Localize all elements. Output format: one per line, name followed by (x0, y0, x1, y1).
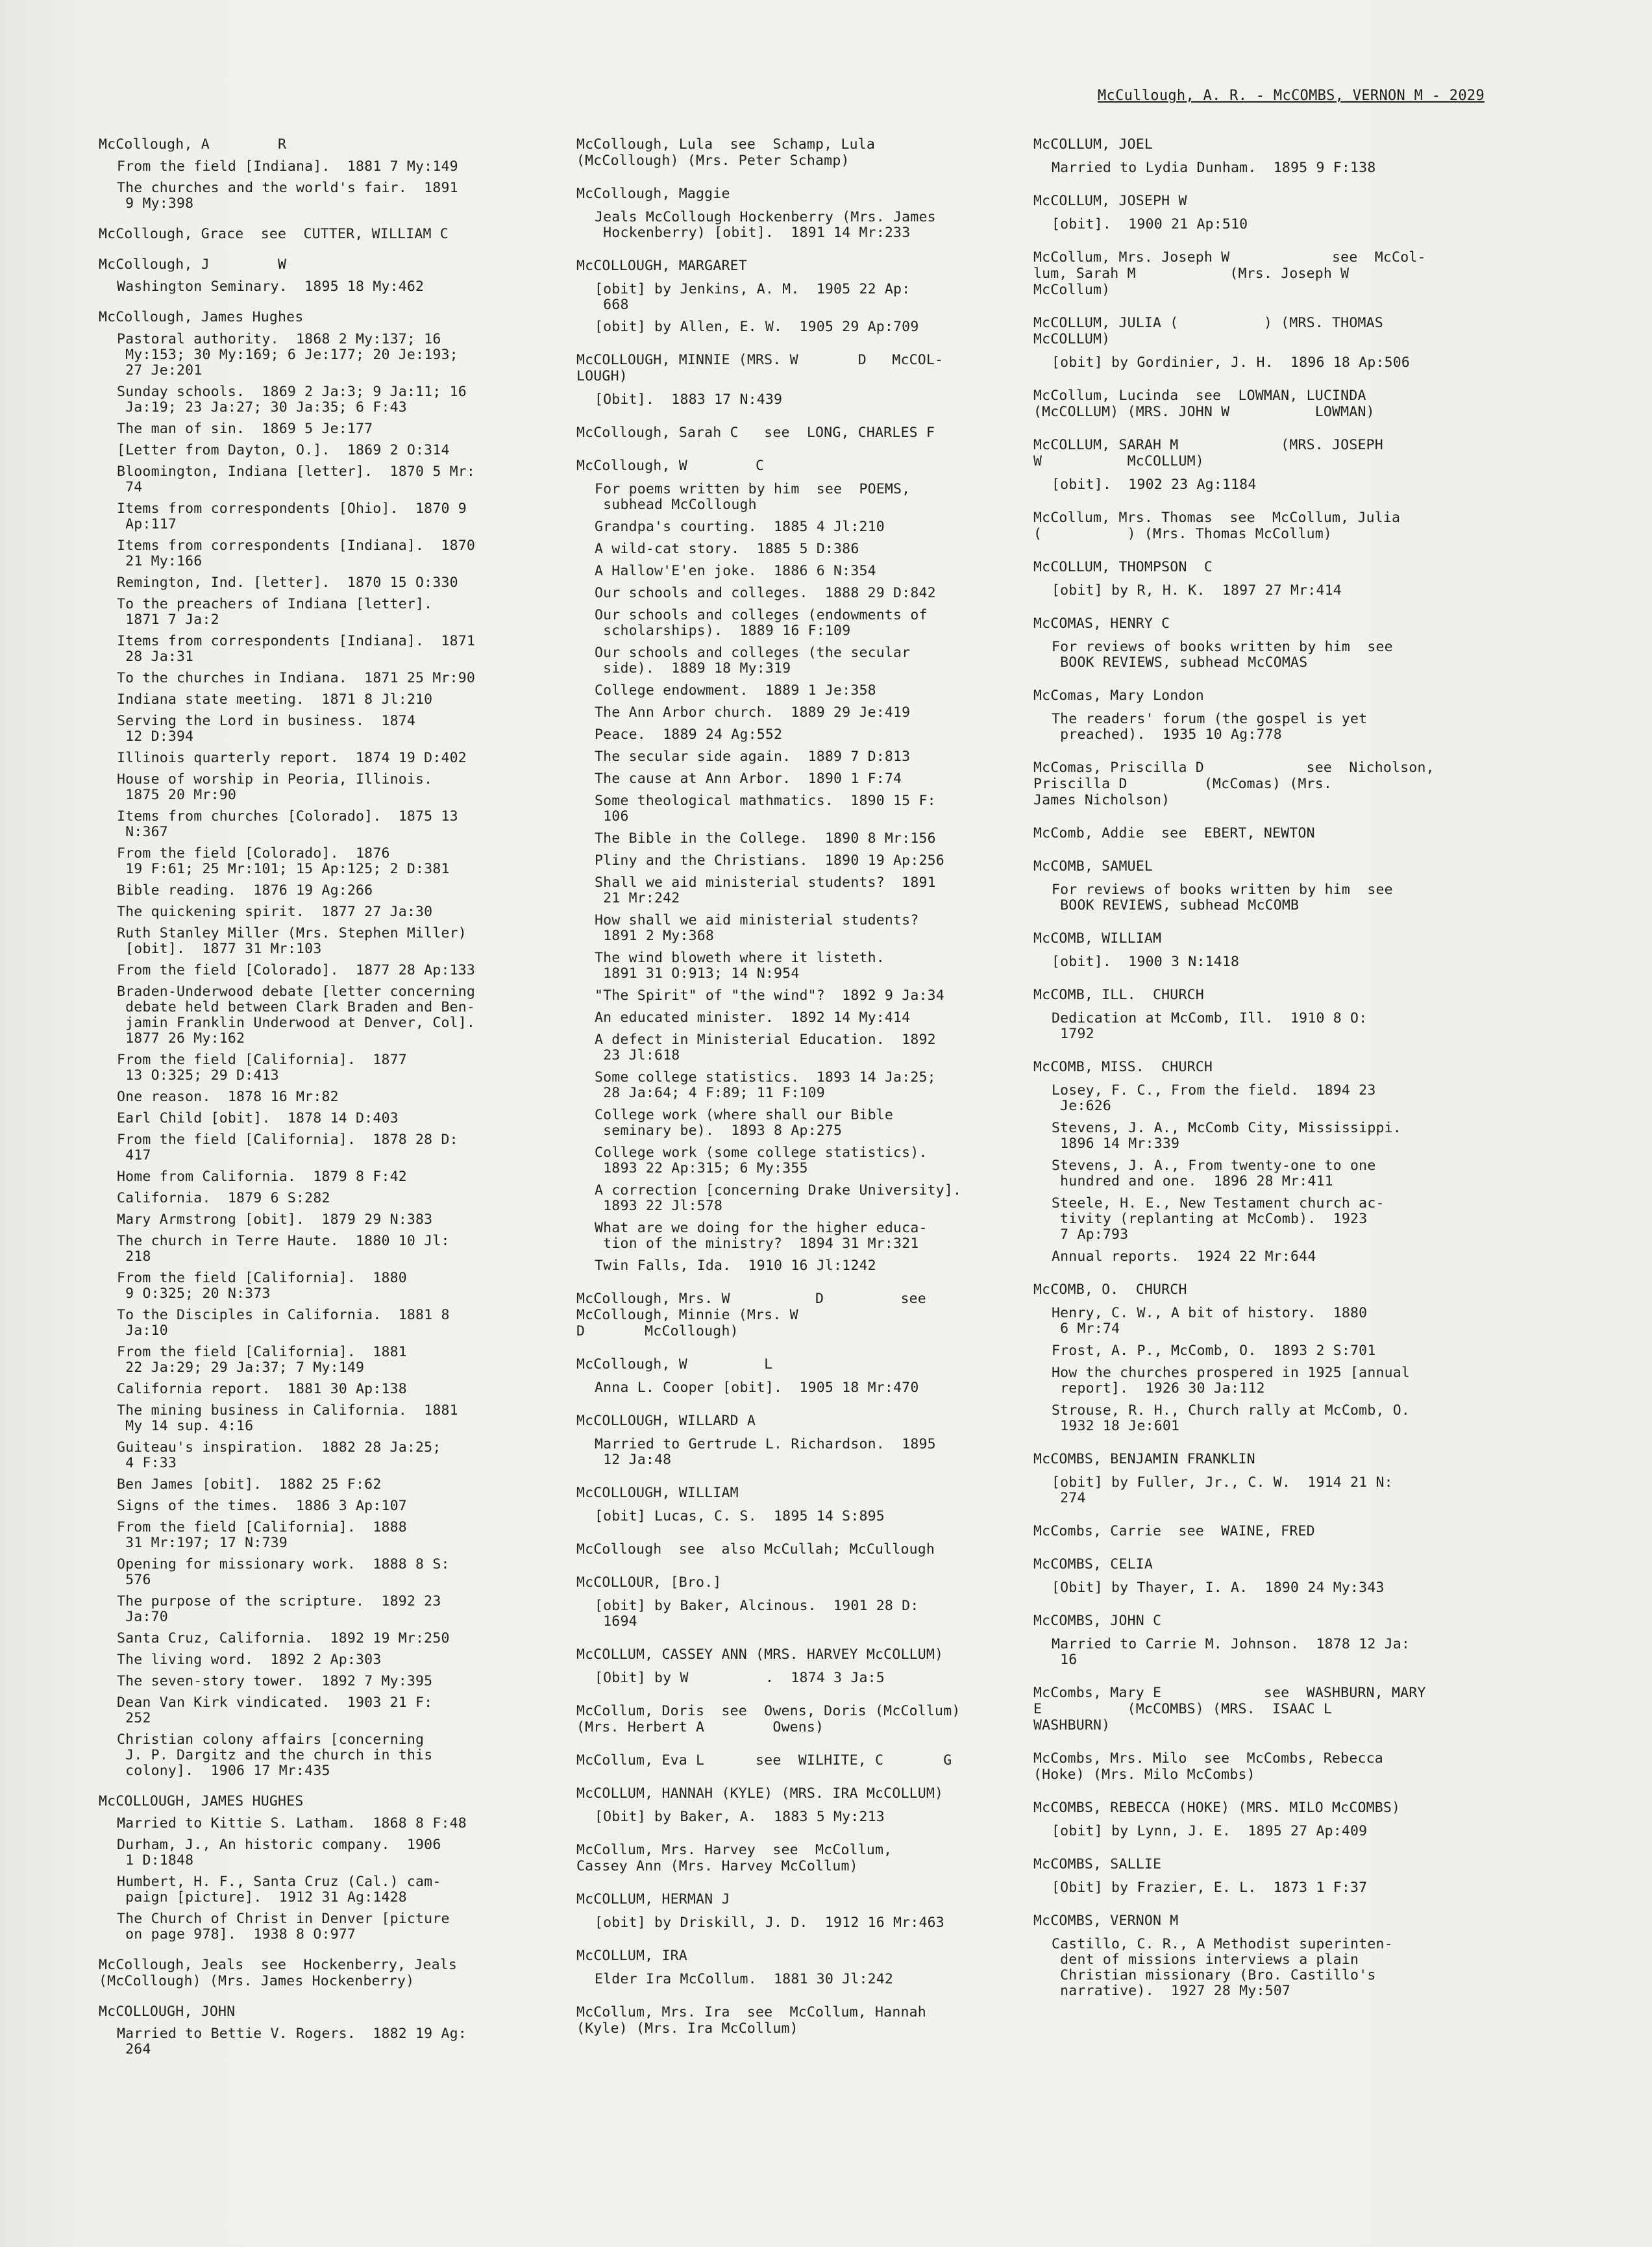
index-entry (576, 186, 1032, 241)
index-entry (576, 2004, 1032, 2037)
entry-heading: McCollough, Maggie (576, 186, 730, 202)
entry-citation: Santa Cruz, California. 1892 19 Mr:250 (117, 1630, 450, 1646)
entry-heading: McCOMBS, VERNON M (1033, 1913, 1179, 1929)
entry-citation: Annual reports. 1924 22 Mr:644 (1052, 1248, 1316, 1265)
entry-citation: Our schools and colleges (endowments of scholarships). 1889 16 F:109 (595, 607, 928, 639)
entry-heading: McCOMB, WILLIAM (1033, 930, 1162, 947)
index-entry (1033, 1059, 1488, 1265)
entry-citation: From the field [California]. 1877 13 O:325; 29 D:413 (117, 1052, 407, 1084)
entry-citation: [obit] by Allen, E. W. 1905 29 Ap:709 (595, 319, 919, 335)
entry-citation: [obit]. 1900 21 Ap:510 (1052, 216, 1248, 232)
index-entry (99, 2004, 553, 2057)
entry-heading: McCollum, Doris see Owens, Doris (McCollum) (Mrs. Herbert A Owens) (576, 1703, 961, 1735)
entry-citation: [Obit] by Thayer, I. A. 1890 24 My:343 (1052, 1580, 1385, 1596)
index-entry (1033, 388, 1488, 420)
entry-citation: Twin Falls, Ida. 1910 16 Jl:1242 (595, 1258, 876, 1274)
entry-citation: Illinois quarterly report. 1874 19 D:402 (117, 750, 467, 766)
entry-citation: [obit] by Gordinier, J. H. 1896 18 Ap:506 (1052, 354, 1411, 371)
entry-heading: McCOLLUM, JOEL (1033, 136, 1153, 153)
entry-heading: McComas, Priscilla D see Nicholson, Priscilla D (McComas) (Mrs. James Nicholson) (1033, 760, 1435, 808)
entry-heading: McCollough, Jeals see Hockenberry, Jeals (McCollough) (Mrs. James Hockenberry) (99, 1957, 458, 1989)
entry-citation: From the field [Colorado]. 1877 28 Ap:133 (117, 962, 476, 978)
entry-citation: Guiteau's inspiration. 1882 28 Ja:25; 4 F:33 (117, 1439, 441, 1471)
index-entry (576, 1646, 1032, 1686)
entry-heading: McCollough, W C (576, 458, 765, 474)
entry-citation: Married to Carrie M. Johnson. 1878 12 Ja: 16 (1052, 1636, 1411, 1668)
entry-heading: McCOMBS, SALLIE (1033, 1856, 1162, 1872)
entry-citation: To the churches in Indiana. 1871 25 Mr:90 (117, 670, 476, 686)
entry-citation: [obit] by Lynn, J. E. 1895 27 Ap:409 (1052, 1823, 1368, 1839)
entry-citation: Signs of the times. 1886 3 Ap:107 (117, 1498, 407, 1514)
entry-citation: The readers' forum (the gospel is yet preached). 1935 10 Ag:778 (1052, 711, 1368, 743)
entry-heading: McCOMBS, JOHN C (1033, 1613, 1162, 1629)
entry-heading: McCollum, Mrs. Ira see McCollum, Hannah (Kyle) (Mrs. Ira McCollum) (576, 2004, 926, 2037)
entry-citation: College work (some college statistics). 1893 22 Ap:315; 6 My:355 (595, 1145, 928, 1176)
index-entry (576, 1541, 1032, 1558)
entry-citation: To the Disciples in California. 1881 8 Ja:10 (117, 1307, 450, 1339)
index-entry (576, 1574, 1032, 1630)
entry-citation: Ben James [obit]. 1882 25 F:62 (117, 1476, 382, 1493)
entry-citation: Married to Bettie V. Rogers. 1882 19 Ag: 264 (117, 2026, 467, 2057)
entry-heading: McCOLLUM, IRA (576, 1948, 687, 1964)
index-entry (1033, 930, 1488, 970)
entry-citation: Mary Armstrong [obit]. 1879 29 N:383 (117, 1211, 433, 1228)
entry-heading: McCOMBS, REBECCA (HOKE) (MRS. MILO McCOMBS) (1033, 1800, 1401, 1816)
entry-heading: McCOMB, MISS. CHURCH (1033, 1059, 1213, 1075)
entry-heading: McCOLLOUGH, JOHN (99, 2004, 236, 2020)
entry-citation: Ruth Stanley Miller (Mrs. Stephen Miller) [obit]. 1877 31 Mr:103 (117, 925, 467, 957)
entry-citation: [obit]. 1900 3 N:1418 (1052, 954, 1240, 970)
entry-citation: [Obit] by Frazier, E. L. 1873 1 F:37 (1052, 1880, 1368, 1896)
entry-citation: Married to Gertrude L. Richardson. 1895 12 Ja:48 (595, 1436, 936, 1468)
index-entry (576, 1948, 1032, 1987)
entry-citation: Durham, J., An historic company. 1906 1 D:1848 (117, 1837, 441, 1868)
entry-citation: College work (where shall our Bible seminary be). 1893 8 Ap:275 (595, 1107, 894, 1139)
entry-heading: McCollum, Eva L see WILHITE, C G (576, 1752, 952, 1769)
entry-citation: Elder Ira McCollum. 1881 30 Jl:242 (595, 1971, 894, 1987)
index-entry (1033, 193, 1488, 232)
entry-citation: The cause at Ann Arbor. 1890 1 F:74 (595, 771, 902, 787)
entry-heading: McCOLLOUGH, WILLARD A (576, 1413, 756, 1429)
entry-citation: Braden-Underwood debate [letter concerning debate held between Clark Braden and Ben- jamin Franklin Underwood at Denver, Col]. 1877 26 My:162 (117, 984, 476, 1047)
entry-citation: Indiana state meeting. 1871 8 Jl:210 (117, 691, 433, 708)
entry-citation: Castillo, C. R., A Methodist superinten- dent of missions interviews a plain Christian missionary (Bro. Castillo's narrative). 1927 28 My:507 (1052, 1936, 1393, 1999)
entry-citation: House of worship in Peoria, Illinois. 1875 20 Mr:90 (117, 771, 433, 803)
entry-heading: McCollum, Lucinda see LOWMAN, LUCINDA (McCOLLUM) (MRS. JOHN W LOWMAN) (1033, 388, 1375, 420)
entry-citation: Married to Lydia Dunham. 1895 9 F:138 (1052, 160, 1376, 176)
entry-citation: Some theological mathmatics. 1890 15 F: 106 (595, 793, 936, 825)
entry-citation: Shall we aid ministerial students? 1891 21 Mr:242 (595, 875, 936, 906)
entry-heading: McCOMB, ILL. CHURCH (1033, 987, 1204, 1003)
entry-heading: McCombs, Carrie see WAINE, FRED (1033, 1523, 1315, 1539)
entry-heading: McCOLLUM, HANNAH (KYLE) (MRS. IRA McCOLLUM) (576, 1785, 944, 1802)
entry-heading: McCOLLOUGH, MINNIE (MRS. W D McCOL- LOUGH) (576, 352, 944, 384)
entry-citation: Anna L. Cooper [obit]. 1905 18 Mr:470 (595, 1380, 919, 1396)
entry-citation: The quickening spirit. 1877 27 Ja:30 (117, 904, 433, 920)
index-entry (1033, 858, 1488, 913)
index-entry (99, 1793, 553, 1943)
index-entry (576, 1703, 1032, 1735)
entry-heading: McCOLLOUGH, MARGARET (576, 258, 747, 274)
entry-citation: California. 1879 6 S:282 (117, 1190, 330, 1206)
entry-citation: From the field [Indiana]. 1881 7 My:149 (117, 158, 458, 175)
index-entry (576, 425, 1032, 441)
entry-citation: Bible reading. 1876 19 Ag:266 (117, 882, 373, 899)
entry-heading: McCombs, Mary E see WASHBURN, MARY E (McCOMBS) (MRS. ISAAC L WASHBURN) (1033, 1685, 1426, 1733)
entry-citation: The living word. 1892 2 Ap:303 (117, 1652, 382, 1668)
entry-citation: Humbert, H. F., Santa Cruz (Cal.) cam- paign [picture]. 1912 31 Ag:1428 (117, 1874, 441, 1906)
index-entry (576, 136, 1032, 169)
entry-citation: [Obit] by W . 1874 3 Ja:5 (595, 1670, 885, 1686)
entry-citation: The wind bloweth where it listeth. 1891 31 O:913; 14 N:954 (595, 950, 885, 982)
entry-citation: Our schools and colleges (the secular side). 1889 18 My:319 (595, 645, 911, 677)
entry-citation: [obit] by R, H. K. 1897 27 Mr:414 (1052, 582, 1342, 599)
entry-citation: [obit]. 1902 23 Ag:1184 (1052, 477, 1257, 493)
entry-heading: McCOMB, O. CHURCH (1033, 1282, 1187, 1298)
entry-citation: How the churches prospered in 1925 [annual report]. 1926 30 Ja:112 (1052, 1365, 1411, 1397)
entry-citation: [obit] Lucas, C. S. 1895 14 S:895 (595, 1508, 885, 1524)
entry-citation: Bloomington, Indiana [letter]. 1870 5 Mr: 74 (117, 464, 476, 495)
entry-citation: Sunday schools. 1869 2 Ja:3; 9 Ja:11; 16 Ja:19; 23 Ja:27; 30 Ja:35; 6 F:43 (117, 384, 467, 416)
index-entry (576, 1413, 1032, 1468)
index-entry (1033, 615, 1488, 671)
entry-heading: McCollough see also McCullah; McCullough (576, 1541, 935, 1558)
index-entry (99, 226, 553, 242)
entry-heading: McCOMBS, CELIA (1033, 1556, 1153, 1572)
index-entry (1033, 1800, 1488, 1839)
entry-citation: A defect in Ministerial Education. 1892 23 Jl:618 (595, 1032, 936, 1063)
entry-citation: [Obit]. 1883 17 N:439 (595, 391, 783, 408)
entry-heading: McCOLLOUR, [Bro.] (576, 1574, 722, 1591)
entry-heading: McCOLLOUGH, WILLIAM (576, 1485, 739, 1501)
entry-heading: McCOMB, SAMUEL (1033, 858, 1153, 875)
index-entry (99, 1957, 553, 1989)
entry-citation: Home from California. 1879 8 F:42 (117, 1169, 407, 1185)
entry-citation: Grandpa's courting. 1885 4 Jl:210 (595, 519, 885, 535)
entry-citation: Peace. 1889 24 Ag:552 (595, 726, 783, 743)
column-left (99, 136, 553, 2072)
index-entry (1033, 987, 1488, 1042)
entry-citation: College endowment. 1889 1 Je:358 (595, 682, 876, 699)
index-entry (576, 1485, 1032, 1524)
entry-heading: McCollum, Mrs. Harvey see McCollum, Cassey Ann (Mrs. Harvey McCollum) (576, 1842, 893, 1874)
entry-citation: The churches and the world's fair. 1891 9 My:398 (117, 180, 458, 212)
entry-citation: The Bible in the College. 1890 8 Mr:156 (595, 830, 936, 847)
index-entry (576, 1891, 1032, 1931)
entry-citation: Jeals McCollough Hockenberry (Mrs. James Hockenberry) [obit]. 1891 14 Mr:233 (595, 209, 936, 241)
index-entry (1033, 559, 1488, 599)
entry-citation: Opening for missionary work. 1888 8 S: 576 (117, 1556, 450, 1588)
entry-citation: Washington Seminary. 1895 18 My:462 (117, 279, 425, 295)
index-entry (576, 1842, 1032, 1874)
index-entry (1033, 1913, 1488, 1999)
entry-citation: A Hallow'E'en joke. 1886 6 N:354 (595, 563, 876, 579)
entry-citation: Christian colony affairs [concerning J. P. Dargitz and the church in this colony]. 1906 17 Mr:435 (117, 1732, 433, 1779)
entry-citation: Remington, Ind. [letter]. 1870 15 O:330 (117, 575, 458, 591)
entry-citation: Our schools and colleges. 1888 29 D:842 (595, 585, 936, 601)
entry-citation: A wild-cat story. 1885 5 D:386 (595, 541, 859, 557)
entry-heading: McCOLLUM, JOSEPH W (1033, 193, 1187, 209)
entry-citation: The Ann Arbor church. 1889 29 Je:419 (595, 704, 911, 721)
index-entry (576, 1785, 1032, 1825)
entry-citation: Losey, F. C., From the field. 1894 23 Je:626 (1052, 1082, 1376, 1114)
entry-citation: What are we doing for the higher educa- tion of the ministry? 1894 31 Mr:321 (595, 1220, 928, 1252)
entry-heading: McCollough, A R (99, 136, 287, 153)
entry-citation: [obit] by Driskill, J. D. 1912 16 Mr:463 (595, 1915, 944, 1931)
entry-citation: [obit] by Baker, Alcinous. 1901 28 D: 1694 (595, 1598, 919, 1630)
entry-citation: Married to Kittie S. Latham. 1868 8 F:48 (117, 1815, 467, 1831)
entry-citation: [obit] by Fuller, Jr., C. W. 1914 21 N: 274 (1052, 1474, 1393, 1506)
index-entry (576, 352, 1032, 408)
entry-heading: McCOMBS, BENJAMIN FRANKLIN (1033, 1451, 1255, 1467)
entry-citation: Pliny and the Christians. 1890 19 Ap:256 (595, 852, 944, 869)
entry-citation: Items from correspondents [Indiana]. 1871 28 Ja:31 (117, 633, 476, 665)
entry-citation: Strouse, R. H., Church rally at McComb, O. 1932 18 Je:601 (1052, 1402, 1411, 1434)
entry-citation: From the field [California]. 1878 28 D: 417 (117, 1132, 458, 1163)
entry-citation: Stevens, J. A., From twenty-one to one hundred and one. 1896 28 Mr:411 (1052, 1158, 1376, 1189)
index-entry (99, 256, 553, 295)
entry-citation: [Obit] by Baker, A. 1883 5 My:213 (595, 1809, 885, 1825)
entry-citation: Frost, A. P., McComb, O. 1893 2 S:701 (1052, 1343, 1376, 1359)
entry-heading: McCollough, James Hughes (99, 309, 304, 325)
entry-citation: Dedication at McComb, Ill. 1910 8 O: 1792 (1052, 1010, 1368, 1042)
entry-citation: A correction [concerning Drake University]. 1893 22 Jl:578 (595, 1182, 962, 1214)
entry-citation: The purpose of the scripture. 1892 23 Ja:70 (117, 1593, 441, 1625)
entry-citation: The mining business in California. 1881 My 14 sup. 4:16 (117, 1402, 458, 1434)
entry-citation: One reason. 1878 16 Mr:82 (117, 1089, 339, 1105)
entry-citation: The seven-story tower. 1892 7 My:395 (117, 1673, 433, 1689)
entry-citation: From the field [California]. 1881 22 Ja:29; 29 Ja:37; 7 My:149 (117, 1344, 407, 1376)
entry-citation: Items from correspondents [Indiana]. 1870 21 My:166 (117, 538, 476, 569)
entry-heading: McCOLLUM, THOMPSON C (1033, 559, 1213, 575)
entry-heading: McCollough, Mrs. W D see McCollough, Minnie (Mrs. W D McCollough) (576, 1291, 926, 1339)
entry-citation: Henry, C. W., A bit of history. 1880 6 Mr:74 (1052, 1305, 1368, 1337)
entry-citation: The church in Terre Haute. 1880 10 Jl: 218 (117, 1233, 450, 1265)
index-entry (1033, 136, 1488, 176)
entry-citation: Earl Child [obit]. 1878 14 D:403 (117, 1110, 399, 1126)
index-entry (99, 309, 553, 1779)
entry-heading: McCollough, Sarah C see LONG, CHARLES F (576, 425, 935, 441)
entry-citation: Items from correspondents [Ohio]. 1870 9 Ap:117 (117, 501, 467, 532)
index-entry (1033, 1685, 1488, 1733)
entry-citation: How shall we aid ministerial students? 1891 2 My:368 (595, 912, 919, 944)
entry-citation: Serving the Lord in business. 1874 12 D:394 (117, 713, 416, 745)
entry-citation: [Letter from Dayton, O.]. 1869 2 O:314 (117, 442, 450, 458)
index-entry (1033, 1282, 1488, 1434)
entry-heading: McCollough, Grace see CUTTER, WILLIAM C (99, 226, 449, 242)
index-entry (1033, 315, 1488, 371)
entry-heading: McCOLLUM, CASSEY ANN (MRS. HARVEY McCOLLUM) (576, 1646, 944, 1663)
entry-heading: McCOLLOUGH, JAMES HUGHES (99, 1793, 304, 1809)
index-entry (1033, 760, 1488, 808)
entry-citation: An educated minister. 1892 14 My:414 (595, 1010, 911, 1026)
entry-citation: For reviews of books written by him see BOOK REVIEWS, subhead McCOMAS (1052, 639, 1393, 671)
entry-heading: McCOMAS, HENRY C (1033, 615, 1170, 632)
entry-citation: Pastoral authority. 1868 2 My:137; 16 My:153; 30 My:169; 6 Je:177; 20 Je:193; 27 Je:201 (117, 331, 458, 379)
entry-heading: McCollum, Mrs. Joseph W see McCol- lum, Sarah M (Mrs. Joseph W McCollum) (1033, 249, 1426, 298)
entry-citation: Steele, H. E., New Testament church ac- tivity (replanting at McComb). 1923 7 Ap:793 (1052, 1195, 1385, 1243)
entry-heading: McCOLLUM, SARAH M (MRS. JOSEPH W McCOLLUM) (1033, 437, 1383, 469)
entry-citation: From the field [California]. 1880 9 O:325; 20 N:373 (117, 1270, 407, 1302)
index-entry (1033, 437, 1488, 493)
index-entry (99, 136, 553, 212)
index-entry (1033, 1451, 1488, 1506)
entry-citation: For poems written by him see POEMS, subhead McCollough (595, 481, 911, 513)
entry-heading: McCollough, J W (99, 256, 287, 273)
entry-citation: Stevens, J. A., McComb City, Mississippi. 1896 14 Mr:339 (1052, 1120, 1401, 1152)
entry-citation: [obit] by Jenkins, A. M. 1905 22 Ap: 668 (595, 281, 911, 313)
entry-heading: McComas, Mary London (1033, 688, 1204, 704)
index-entry (1033, 825, 1488, 841)
entry-citation: For reviews of books written by him see BOOK REVIEWS, subhead McCOMB (1052, 882, 1393, 913)
entry-heading: McCollough, W L (576, 1356, 773, 1372)
entry-citation: From the field [Colorado]. 1876 19 F:61; 25 Mr:101; 15 Ap:125; 2 D:381 (117, 845, 450, 877)
index-entry (576, 258, 1032, 335)
index-entry (1033, 510, 1488, 542)
entry-citation: The Church of Christ in Denver [picture on page 978]. 1938 8 O:977 (117, 1911, 450, 1943)
index-entry (1033, 249, 1488, 298)
entry-citation: Items from churches [Colorado]. 1875 13 N:367 (117, 808, 458, 840)
entry-heading: McCOLLUM, JULIA ( ) (MRS. THOMAS McCOLLUM) (1033, 315, 1383, 347)
index-entry (1033, 1523, 1488, 1539)
entry-citation: California report. 1881 30 Ap:138 (117, 1381, 407, 1397)
entry-heading: McComb, Addie see EBERT, NEWTON (1033, 825, 1315, 841)
entry-citation: The secular side again. 1889 7 D:813 (595, 749, 911, 765)
entry-citation: "The Spirit" of "the wind"? 1892 9 Ja:34 (595, 987, 944, 1004)
index-entry (1033, 1750, 1488, 1783)
page-header: McCullough, A. R. - McCOMBS, VERNON M - 2029 (1098, 88, 1485, 104)
column-middle (576, 136, 1032, 2054)
index-entry (1033, 1613, 1488, 1668)
index-entry (576, 1356, 1032, 1396)
entry-heading: McCombs, Mrs. Milo see McCombs, Rebecca (Hoke) (Mrs. Milo McCombs) (1033, 1750, 1383, 1783)
index-entry (1033, 1856, 1488, 1896)
entry-citation: Some college statistics. 1893 14 Ja:25; 28 Ja:64; 4 F:89; 11 F:109 (595, 1069, 936, 1101)
index-entry (1033, 688, 1488, 743)
index-entry (1033, 1556, 1488, 1596)
entry-citation: To the preachers of Indiana [letter]. 1871 7 Ja:2 (117, 596, 433, 628)
entry-citation: From the field [California]. 1888 31 Mr:197; 17 N:739 (117, 1519, 407, 1551)
entry-citation: Dean Van Kirk vindicated. 1903 21 F: 252 (117, 1695, 433, 1726)
index-entry (576, 1291, 1032, 1339)
entry-citation: The man of sin. 1869 5 Je:177 (117, 421, 373, 437)
entry-heading: McCollough, Lula see Schamp, Lula (McCollough) (Mrs. Peter Schamp) (576, 136, 876, 169)
entry-heading: McCOLLUM, HERMAN J (576, 1891, 730, 1907)
index-entry (576, 458, 1032, 1274)
column-right (1033, 136, 1488, 2016)
index-entry (576, 1752, 1032, 1769)
entry-heading: McCollum, Mrs. Thomas see McCollum, Julia ( ) (Mrs. Thomas McCollum) (1033, 510, 1401, 542)
